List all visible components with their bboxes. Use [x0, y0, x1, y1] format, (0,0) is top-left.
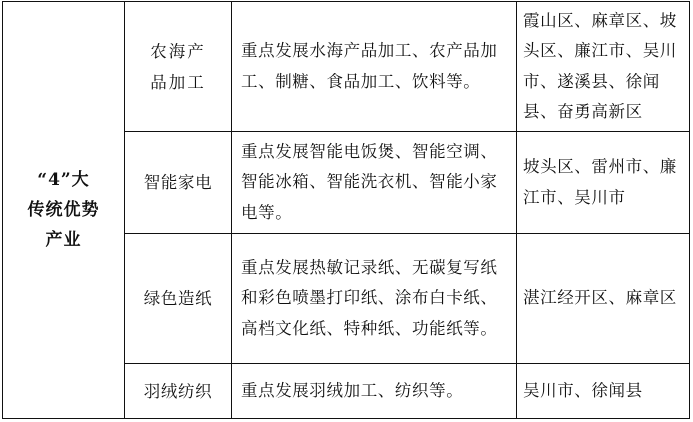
industry-name: 绿色造纸 [143, 289, 213, 308]
industry-cell [125, 2, 232, 132]
industry-name: 智能家电 [143, 173, 213, 192]
regions-text: 湛江经开区、麻章区 [523, 288, 677, 308]
focus-cell [232, 364, 517, 419]
focus-cell [232, 234, 517, 364]
regions-cell [517, 2, 690, 132]
industry-cell [125, 234, 232, 364]
category-line-3: 产业 [45, 230, 82, 250]
focus-cell [232, 2, 517, 132]
regions-text: 吴川市、徐闻县 [523, 380, 643, 400]
focus-text: 重点发展热敏记录纸、无碳复写纸和彩色喷墨打印纸、涂布白卡纸、高档文化纸、特种纸、功能纸等。 [241, 257, 498, 338]
focus-cell [232, 132, 517, 234]
category-line-1: “4”大 [37, 170, 90, 190]
category-cell [3, 2, 125, 419]
industry-table [2, 1, 690, 419]
industry-name: 农海产品加工 [150, 41, 206, 92]
regions-cell [517, 132, 690, 234]
focus-text: 重点发展水海产品加工、农产品加工、制糖、食品加工、饮料等。 [241, 41, 498, 91]
regions-cell [517, 234, 690, 364]
focus-text: 重点发展智能电饭煲、智能空调、智能冰箱、智能洗衣机、智能小家电等。 [241, 141, 498, 222]
regions-text: 霞山区、麻章区、坡头区、廉江市、吴川市、遂溪县、徐闻县、奋勇高新区 [523, 10, 677, 121]
table-row [3, 2, 690, 132]
focus-text: 重点发展羽绒加工、纺织等。 [241, 380, 464, 400]
industry-cell [125, 132, 232, 234]
regions-text: 坡头区、雷州市、廉江市、吴川市 [523, 157, 677, 207]
category-line-2: 传统优势 [27, 200, 100, 220]
regions-cell [517, 364, 690, 419]
industry-name: 羽绒纺织 [143, 381, 213, 401]
industry-cell [125, 364, 232, 419]
